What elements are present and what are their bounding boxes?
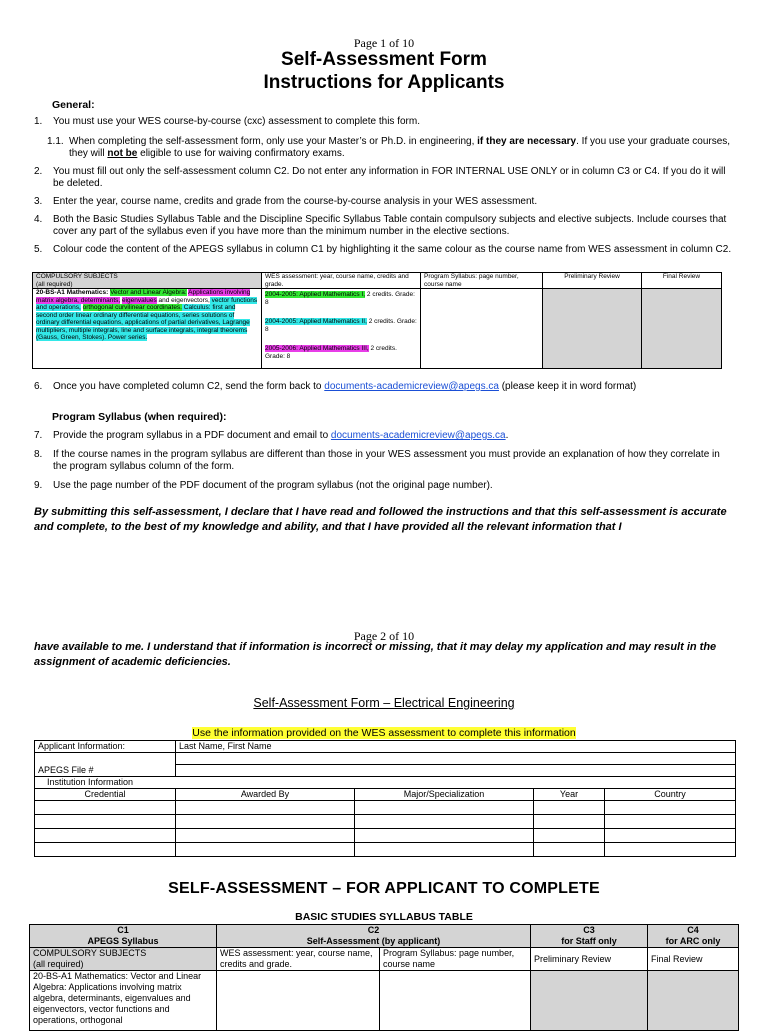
compulsory-subjects-label: COMPULSORY SUBJECTS (all required): [30, 948, 217, 971]
instruction-item-5: 5. Colour code the content of the APEGS syllabus in column C1 by highlighting it the same colour as the course name from WES assessment in column C2.: [34, 244, 732, 255]
preliminary-review-cell: [531, 971, 648, 1031]
wes-assessment-input[interactable]: [217, 971, 380, 1031]
apegs-file-spacer: [35, 753, 176, 765]
institution-cell[interactable]: [534, 815, 605, 829]
institution-cell[interactable]: [605, 801, 736, 815]
page-number-2: Page 2 of 10: [353, 629, 415, 643]
col-major: Major/Specialization: [355, 789, 534, 801]
c3-header: C3 for Staff only: [531, 925, 648, 948]
program-syllabus-input[interactable]: [380, 971, 531, 1031]
institution-cell[interactable]: [35, 843, 176, 857]
instruction-item-7: 7. Provide the program syllabus in a PDF document and email to documents-academicreview@apegs.ca.: [34, 430, 509, 441]
self-assessment-title: SELF-ASSESSMENT – FOR APPLICANT TO COMPLETE: [168, 880, 600, 897]
applicant-name-field-2[interactable]: [176, 753, 736, 765]
instruction-item-4: 4. Both the Basic Studies Syllabus Table and the Discipline Specific Syllabus Table contain compulsory subjects and elective subjects. Include courses that cover any part of the syllabus even if you have more than the minimum number in the elective sections.: [34, 214, 727, 237]
instruction-item-3: 3. Enter the year, course name, credits and grade from the course-by-course analysis in your WES assessment.: [34, 196, 538, 207]
example-final-cell: [642, 289, 722, 369]
institution-cell[interactable]: [35, 801, 176, 815]
instruction-item-1: 1. You must use your WES course-by-course (cxc) assessment to complete this form.: [34, 116, 420, 127]
page-title: Self-Assessment Form: [281, 49, 487, 70]
institution-info-label: Institution Information: [35, 777, 736, 789]
math-syllabus-cell: 20-BS-A1 Mathematics: Vector and Linear Algebra: Applications involving matrix algebra, determinants, eigenvalues and eigenvectors, vector functions and operations, orthogonal: [30, 971, 217, 1031]
institution-cell[interactable]: [355, 829, 534, 843]
institution-cell[interactable]: [176, 801, 355, 815]
apegs-file-field[interactable]: [176, 765, 736, 777]
institution-cell[interactable]: [35, 815, 176, 829]
institution-cell[interactable]: [605, 843, 736, 857]
institution-cell[interactable]: [355, 801, 534, 815]
email-link-1[interactable]: documents-academicreview@apegs.ca: [324, 381, 499, 392]
institution-cell[interactable]: [355, 843, 534, 857]
form-title: Self-Assessment Form – Electrical Engineering: [253, 696, 515, 710]
institution-cell[interactable]: [176, 829, 355, 843]
institution-cell[interactable]: [534, 801, 605, 815]
basic-studies-table: [29, 924, 739, 1031]
institution-cell[interactable]: [534, 829, 605, 843]
institution-cell[interactable]: [176, 843, 355, 857]
final-review-header: Final Review: [648, 948, 739, 971]
instruction-item-9: 9. Use the page number of the PDF document of the program syllabus (not the original page number).: [34, 480, 493, 491]
example-preliminary-cell: [543, 289, 642, 369]
preliminary-review-header: Preliminary Review: [531, 948, 648, 971]
applicant-name-field[interactable]: Last Name, First Name: [176, 741, 736, 753]
c2-header: C2 Self-Assessment (by applicant): [217, 925, 531, 948]
wes-assessment-header: WES assessment: year, course name, credits and grade.: [217, 948, 380, 971]
applicant-info-label: Applicant Information:: [35, 741, 176, 753]
example-header-program: Program Syllabus: page number, course name: [421, 273, 543, 289]
basic-studies-title: BASIC STUDIES SYLLABUS TABLE: [295, 911, 473, 923]
example-header-preliminary: Preliminary Review: [543, 273, 642, 289]
apegs-file-label: APEGS File #: [35, 765, 176, 777]
c1-header: C1 APEGS Syllabus: [30, 925, 217, 948]
example-program-cell: [421, 289, 543, 369]
wes-note: Use the information provided on the WES assessment to complete this information: [192, 727, 576, 739]
page-subtitle: Instructions for Applicants: [263, 72, 505, 93]
institution-cell[interactable]: [534, 843, 605, 857]
institution-cell[interactable]: [35, 829, 176, 843]
c4-header: C4 for ARC only: [648, 925, 739, 948]
example-header-final: Final Review: [642, 273, 722, 289]
col-awarded-by: Awarded By: [176, 789, 355, 801]
col-credential: Credential: [35, 789, 176, 801]
example-wes-cell: 2004-2005: Applied Mathematics I, 2 credits. Grade: 8 2004-2005: Applied Mathematics II, 2 credits. Grade: 8 2005-2006: Applied Mathematics III, 2 credits. Grade: 8: [262, 289, 421, 369]
program-syllabus-heading: Program Syllabus (when required):: [52, 411, 227, 423]
instruction-item-2: 2. You must fill out only the self-assessment column C2. Do not enter any information in FOR INTERNAL USE ONLY or in column C3 or C4. If you do it will be deleted.: [34, 166, 726, 189]
institution-cell[interactable]: [605, 829, 736, 843]
page-number: Page 1 of 10: [353, 36, 415, 50]
instruction-item-1-1: 1.1. When completing the self-assessment form, only use your Master’s or Ph.D. in engineering, if they are necessary. If you use your graduate courses, they will not be eligible to use for waiving confirmatory exams.: [47, 136, 731, 159]
institution-cell[interactable]: [176, 815, 355, 829]
example-syllabus-table: [32, 272, 722, 369]
institution-cell[interactable]: [605, 815, 736, 829]
example-syllabus-cell: 20-BS-A1 Mathematics: Vector and Linear Algebra: Applications involving matrix algebra, determinants, eigenvalues and eigenvectors, vector functions and operations, orthogonal curvilinear coordinates. Calculus: first and second order linear ordinary differential equations, series solutions of ordinary differential equations, applications of partial derivatives, Lagrange multipliers, multiple integrals, line and surface integrals, integral theorems (Gauss, Green, Stokes). Power series.: [33, 289, 262, 369]
general-heading: General:: [52, 99, 95, 111]
institution-cell[interactable]: [355, 815, 534, 829]
declaration-text: By submitting this self-assessment, I declare that I have read and followed the instructions and that this self-assessment is accurate and complete, to the best of my knowledge and ability, and that I have provided all the relevant information that I: [34, 506, 727, 533]
col-year: Year: [534, 789, 605, 801]
example-header-wes: WES assessment: year, course name, credits and grade.: [262, 273, 421, 289]
instruction-item-6: 6. Once you have completed column C2, send the form back to documents-academicreview@apegs.ca (please keep it in word format): [34, 381, 637, 392]
program-syllabus-header: Program Syllabus: page number, course name: [380, 948, 531, 971]
email-link-2[interactable]: documents-academicreview@apegs.ca: [330, 430, 506, 441]
applicant-info-table: [34, 740, 736, 857]
instruction-item-8: 8. If the course names in the program syllabus are different than those in your WES assessment you must provide an explanation of how they correlate in the program syllabus column of the form.: [34, 449, 720, 472]
example-header-compulsory: COMPULSORY SUBJECTS (all required): [33, 273, 262, 289]
final-review-cell: [648, 971, 739, 1031]
col-country: Country: [605, 789, 736, 801]
declaration-continued: have available to me. I understand that if information is incorrect or missing, that it may delay my application and may result in the assignment of academic deficiencies.: [34, 641, 717, 668]
